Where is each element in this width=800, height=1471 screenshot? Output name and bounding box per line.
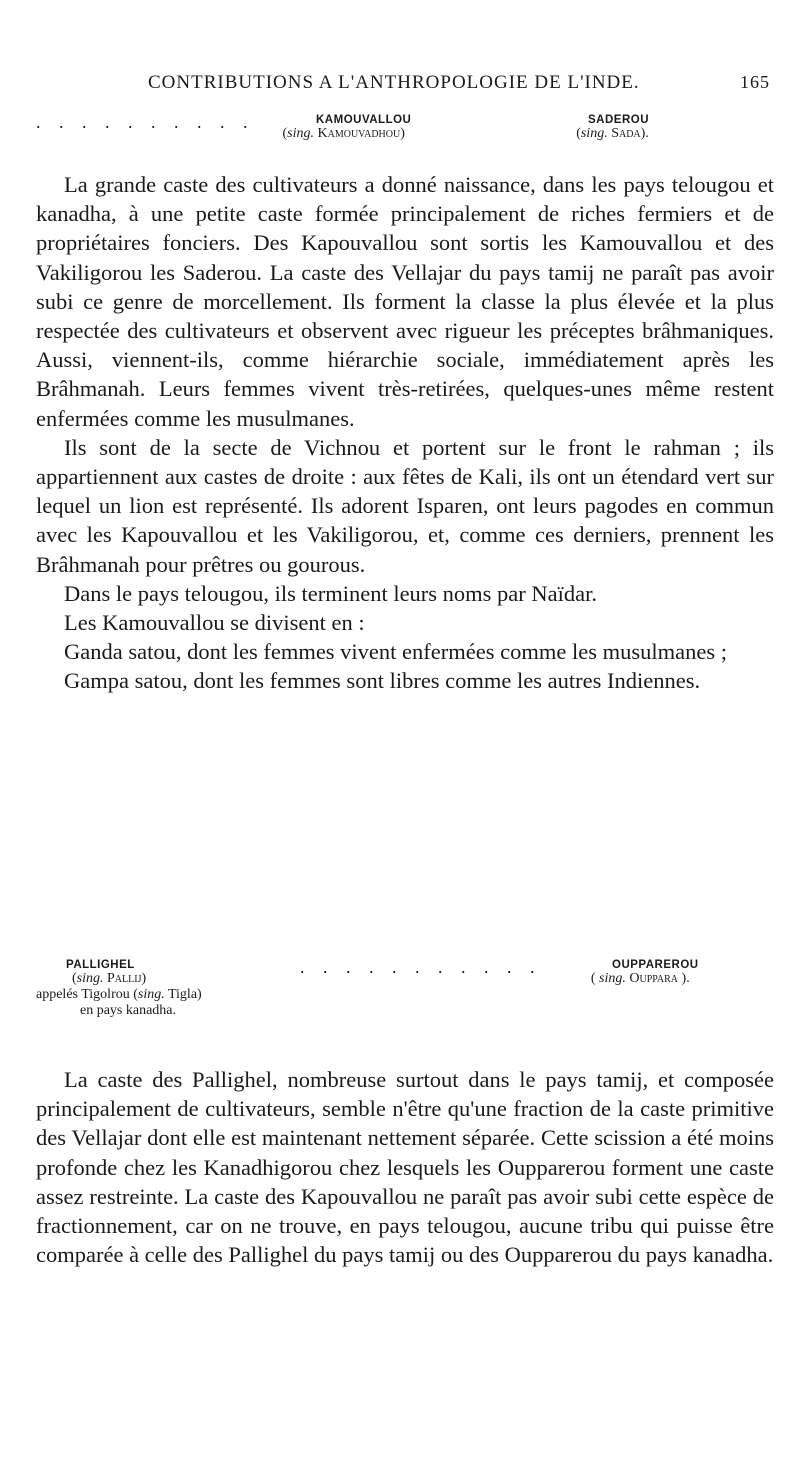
alias-region-pallighel: en pays kanadha. <box>80 1003 177 1018</box>
leader-dots-bottom: . . . . . . . . . . . <box>300 957 542 977</box>
genealogy-pallighel <box>36 959 202 1019</box>
caste-name-pallighel: PALLIGHEL <box>66 959 135 971</box>
leader-dots-top: . . . . . . . . . . <box>36 112 255 132</box>
paragraph: Ganda satou, dont les femmes vivent enfermées comme les musulmanes ; <box>64 639 727 665</box>
text-block-pallighel <box>36 1065 774 1269</box>
paragraph: Dans le pays telougou, ils terminent leurs noms par Naïdar. <box>64 580 598 606</box>
header-title: CONTRIBUTIONS A L'ANTHROPOLOGIE DE L'INDE. <box>148 72 640 93</box>
caste-name-saderou: SADEROU <box>588 114 650 126</box>
page-number: 165 <box>740 72 770 92</box>
paragraph: Ils sont de la secte de Vichnou et portent sur le front le rahman ; ils appartiennent aux castes de droite : aux fêtes de Kali, ils ont un étendard vert sur lequel un lion est représenté. Ils adorent Isparen, ont leurs pagodes en commun avec les Kapouvallou et les Vakiligorou, et, comme ces derniers, prennent les Brâhmanah pour prêtres ou gourous. <box>36 434 774 577</box>
text-block-kamouvallou <box>36 170 774 696</box>
singular-kamouvallou: (sing. Kamouvadhou) <box>282 126 405 141</box>
genealogy-oupparerou <box>582 959 699 987</box>
caste-name-kamouvallou: KAMOUVALLOU <box>316 114 412 126</box>
paragraph: La caste des Pallighel, nombreuse surtout dans le pays tamij, et composée principalement de cultivateurs, semble n'être qu'une fraction de la caste primitive des Vellajar dont elle est maintenant nettement séparée. Cette scission a été moins profonde chez les Kanadhigorou chez lesquels les Oupparerou forment une caste assez restreinte. La caste des Kapouvallou ne paraît pas avoir subi cette espèce de fractionnement, car on ne trouve, en pays telougou, aucune tribu qui puisse être comparée à celle des Pallighel du pays tamij ou des Oupparerou du pays kanadha. <box>36 1067 774 1268</box>
singular-oupparerou: ( sing. Ouppara ). <box>590 971 690 986</box>
singular-pallighel: (sing. Pallij) <box>72 971 147 986</box>
genealogy-kamouvallou <box>282 114 412 142</box>
caste-name-oupparerou: OUPPAREROU <box>612 959 699 971</box>
singular-saderou: (sing. Sada). <box>576 126 649 141</box>
alias-pallighel: appelés Tigolrou (sing. Tigla) <box>36 987 202 1002</box>
paragraph: La grande caste des cultivateurs a donné naissance, dans les pays telougou et kanadha, à une petite caste formée principalement de riches fermiers et de propriétaires fonciers. Des Kapouvallou sont sortis les Kamouvallou et des Vakiligorou les Saderou. La caste des Vellajar du pays tamij ne paraît pas avoir subi ce genre de morcellement. Ils forment la classe la plus élevée et la plus respectée des cultivateurs et observent avec rigueur les préceptes brâhmaniques. Aussi, viennent-ils, comme hiérarchie sociale, immédiatement après les Brâhmanah. Leurs femmes vivent très-retirées, quelques-unes même restent enfermées comme les musulmanes. <box>36 172 774 431</box>
paragraph: Les Kamouvallou se divisent en : <box>64 610 365 636</box>
running-head <box>148 72 770 94</box>
genealogy-saderou <box>576 114 650 142</box>
paragraph: Gampa satou, dont les femmes sont libres comme les autres Indiennes. <box>64 668 701 694</box>
